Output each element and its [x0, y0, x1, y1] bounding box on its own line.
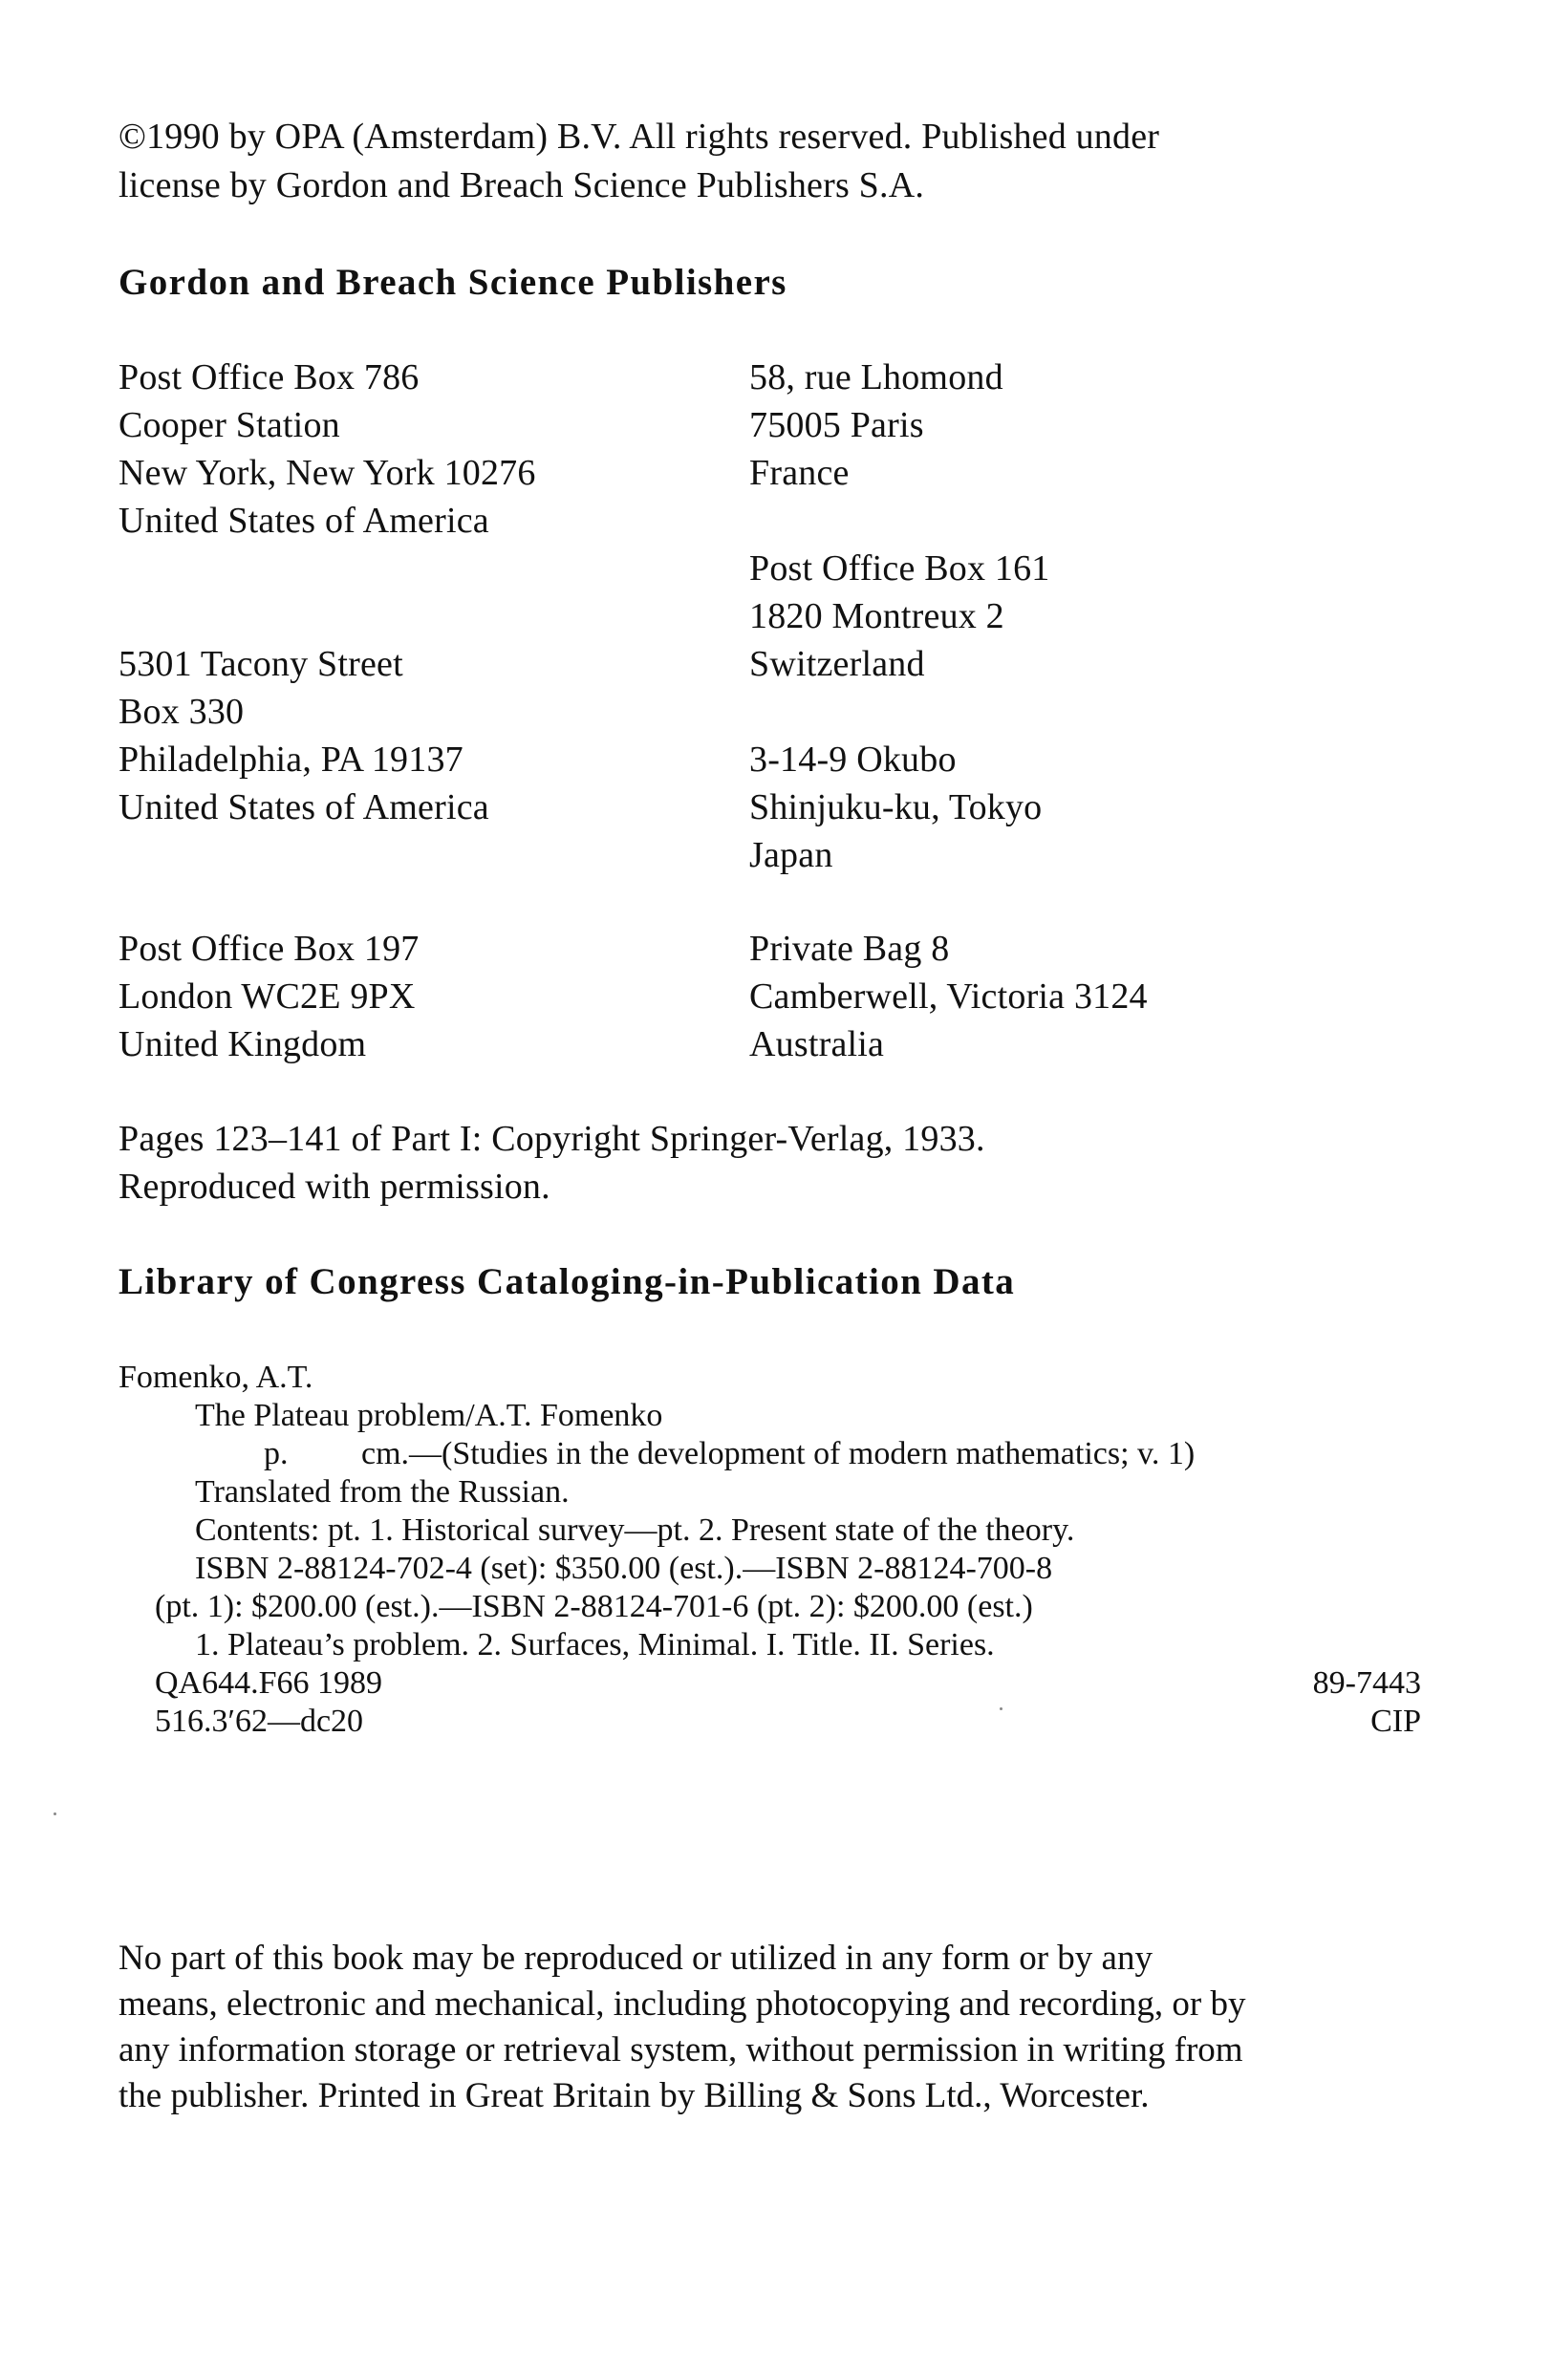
address-line: Post Office Box 786 — [119, 357, 420, 397]
address-line: United States of America — [119, 501, 489, 541]
cip-author: Fomenko, A.T. — [119, 1360, 313, 1395]
address-line: Switzerland — [749, 644, 925, 684]
address-line: New York, New York 10276 — [119, 453, 536, 493]
notice-line: means, electronic and mechanical, including photocopying and recording, or by — [119, 1984, 1246, 2024]
address-line: 5301 Tacony Street — [119, 644, 403, 684]
cip-heading: Library of Congress Cataloging-in-Publication Data — [119, 1261, 1016, 1302]
cip-series-note: cm.—(Studies in the development of modern mathematics; v. 1) — [361, 1436, 1196, 1471]
license-line: license by Gordon and Breach Science Publishers S.A. — [119, 165, 925, 205]
address-line: Box 330 — [119, 692, 245, 732]
cip-contents: Contents: pt. 1. Historical survey—pt. 2. Present state of the theory. — [195, 1512, 1075, 1548]
copyright-line: ©1990 by OPA (Amsterdam) B.V. All rights reserved. Published under — [119, 117, 1160, 157]
cip-translated: Translated from the Russian. — [195, 1474, 570, 1510]
address-line: Australia — [749, 1024, 885, 1064]
cip-lccn: 89-7443 — [1312, 1665, 1421, 1701]
cip-call-number: QA644.F66 1989 — [155, 1665, 383, 1701]
address-line: London WC2E 9PX — [119, 976, 416, 1017]
cip-pagination: p. — [264, 1436, 289, 1471]
cip-subjects: 1. Plateau’s problem. 2. Surfaces, Minimal. I. Title. II. Series. — [195, 1627, 995, 1662]
notice-line: No part of this book may be reproduced or utilized in any form or by any — [119, 1939, 1153, 1978]
address-line: Shinjuku-ku, Tokyo — [749, 787, 1043, 827]
address-line: United Kingdom — [119, 1024, 367, 1064]
cip-dewey: 516.3′62—dc20 — [155, 1704, 364, 1739]
address-line: Japan — [749, 835, 833, 875]
address-line: 1820 Montreux 2 — [749, 596, 1004, 636]
address-line: Philadelphia, PA 19137 — [119, 740, 463, 780]
permission-line: Pages 123–141 of Part I: Copyright Springer-Verlag, 1933. — [119, 1119, 985, 1159]
rights-notice — [119, 1936, 1418, 2119]
publisher-heading: Gordon and Breach Science Publishers — [119, 262, 787, 303]
address-line: Private Bag 8 — [749, 929, 950, 969]
address-line: Cooper Station — [119, 405, 340, 445]
print-speck — [54, 1812, 56, 1815]
cip-title: The Plateau problem/A.T. Fomenko — [195, 1398, 663, 1433]
cip-isbn: ISBN 2-88124-702-4 (set): $350.00 (est.).—ISBN 2-88124-700-8 — [195, 1551, 1053, 1586]
notice-line: any information storage or retrieval system, without permission in writing from — [119, 2030, 1243, 2069]
cip-label: CIP — [1370, 1704, 1421, 1739]
cip-isbn: (pt. 1): $200.00 (est.).—ISBN 2-88124-701-6 (pt. 2): $200.00 (est.) — [155, 1589, 1033, 1624]
address-line: 58, rue Lhomond — [749, 357, 1003, 397]
address-line: United States of America — [119, 787, 489, 827]
address-line: France — [749, 453, 850, 493]
address-line: Camberwell, Victoria 3124 — [749, 976, 1148, 1017]
print-speck — [1000, 1707, 1002, 1710]
address-line: Post Office Box 197 — [119, 929, 420, 969]
address-line: 75005 Paris — [749, 405, 924, 445]
notice-line: the publisher. Printed in Great Britain by Billing & Sons Ltd., Worcester. — [119, 2076, 1150, 2115]
address-line: Post Office Box 161 — [749, 548, 1050, 589]
permission-line: Reproduced with permission. — [119, 1167, 550, 1207]
address-line: 3-14-9 Okubo — [749, 740, 957, 780]
